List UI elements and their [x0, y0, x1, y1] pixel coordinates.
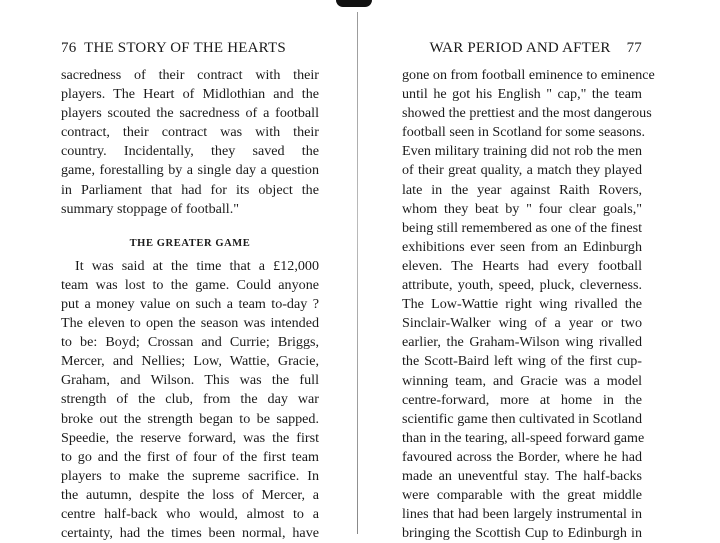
- text-line: centre half-back who would, almost to a: [61, 505, 319, 522]
- text-line: players to make the supreme sacrifice. In: [61, 467, 319, 484]
- section-heading: THE GREATER GAME: [129, 237, 251, 249]
- text-line: made an uneventful stay. The half-backs: [402, 467, 642, 484]
- text-line: than in the tearing, all-speed forward game: [402, 429, 645, 446]
- text-line: the Scott-Baird left wing of the first cup-: [402, 353, 642, 370]
- text-line: eleven. The Hearts had every football: [402, 257, 642, 274]
- text-line: in Parliament that had for its object the: [61, 181, 319, 198]
- text-line: winning team, and Gracie was a model: [402, 372, 642, 389]
- right-running-head: [402, 40, 642, 60]
- text-line: players. The Heart of Midlothian and the: [61, 86, 319, 103]
- text-line: football seen in Scotland for some seasons.: [402, 124, 646, 141]
- text-line: earlier, the Graham-Wilson wing rivalled: [402, 334, 642, 351]
- binding-mark: [336, 0, 372, 7]
- gutter-fold: [357, 12, 358, 534]
- text-line: showed the prettiest and the most dangerous: [402, 105, 652, 122]
- right-body-text: [402, 66, 655, 543]
- text-line: of their great quality, a match they played: [402, 162, 642, 179]
- left-page: [61, 40, 319, 543]
- text-line: players scouted the sacredness of a football: [61, 105, 319, 122]
- text-line: certainty, had the times been normal, have: [61, 525, 319, 542]
- text-line: attribute, youth, speed, pluck, cleverness.: [402, 277, 642, 294]
- text-line: exhibitions ever seen from an Edinburgh: [402, 238, 642, 255]
- right-running-title: WAR PERIOD AND AFTER: [429, 40, 611, 56]
- text-line: Mercer, and Nellies; Low, Wattie, Gracie,: [61, 353, 319, 370]
- text-line: broke out the strength began to be sapped.: [61, 410, 319, 427]
- text-line: It was said at the time that a £12,000: [75, 257, 319, 274]
- text-line: country. Incidentally, they saved the: [61, 143, 319, 160]
- text-line: team was lost to the game. Could anyone: [61, 276, 319, 293]
- text-line: put a money value on such a team to-day ?: [61, 295, 319, 312]
- text-line: Sinclair-Walker wing of a year or two: [402, 315, 642, 332]
- text-line: strength of the club, from the day war: [61, 391, 319, 408]
- text-line: The Low-Wattie right wing rivalled the: [402, 296, 642, 313]
- right-page-number: 77: [626, 40, 642, 56]
- left-running-title: THE STORY OF THE HEARTS: [84, 40, 286, 56]
- left-body-text: [61, 66, 319, 543]
- left-page-number: 76: [61, 40, 77, 56]
- text-line: to be: Boyd; Crossan and Currie; Briggs,: [61, 334, 319, 351]
- text-line: were comparable with the great middle: [402, 487, 642, 504]
- text-line: contract, their contract was with their: [61, 124, 319, 141]
- text-line: sacredness of their contract with their: [61, 67, 319, 83]
- text-line: centre-forward, more at home in the: [402, 391, 642, 408]
- text-line: bringing the Scottish Cup to Edinburgh in: [402, 525, 642, 542]
- text-line: gone on from football eminence to eminence: [402, 67, 655, 83]
- text-line: late in the year against Raith Rovers,: [402, 181, 642, 198]
- text-line: The eleven to open the season was intended: [61, 315, 319, 332]
- text-line: Even military training did not rob the men: [402, 143, 642, 160]
- text-line: until he got his English " cap," the team: [402, 86, 642, 103]
- text-line: being still remembered as one of the finest: [402, 219, 642, 236]
- text-line: to go and the first of four of the first team: [61, 448, 319, 465]
- text-line: game, forestalling by a single day a question: [61, 162, 319, 179]
- text-line: summary stoppage of football.": [61, 200, 239, 217]
- text-line: whom they beat by " four clear goals,": [402, 200, 642, 217]
- text-line: lines that had been largely instrumental in: [402, 506, 642, 523]
- text-line: Graham, and Wilson. This was the full: [61, 372, 319, 389]
- text-line: Speedie, the reserve forward, was the first: [61, 429, 319, 446]
- text-line: favoured across the Border, where he had: [402, 448, 642, 465]
- left-running-head: [61, 40, 319, 60]
- right-page: [402, 40, 655, 543]
- text-line: the autumn, despite the loss of Mercer, a: [61, 486, 319, 503]
- text-line: scientific game then cultivated in Scotland: [402, 410, 642, 427]
